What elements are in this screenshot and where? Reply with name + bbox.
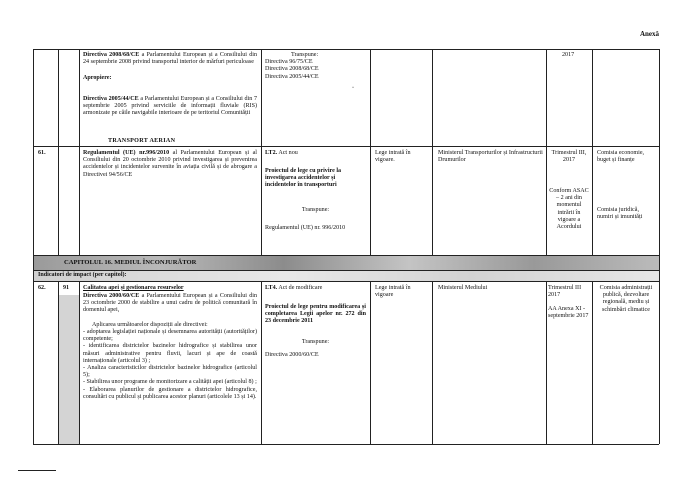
sub-number-91: 91 [63, 285, 70, 291]
regulation-996-2010-text: Regulamentul (UE) nr.996/2010 al Parlamentului European și al Consiliului din 20 octombrie 2010 privind investigarea și prevenirea accidentelor și incidentelor survenite în aviația civilă și de abrogare a Directivei 94/56/CE [83, 150, 257, 178]
col-border [261, 146, 262, 255]
transpune-label: Transpune: [291, 52, 319, 58]
stray-mark: ˘ [352, 87, 355, 93]
subject-62: Calitatea apei și gestionarea resurselor [83, 285, 184, 291]
project-lt4: Proiectul de lege pentru modificarea și completarea Legii apelor nr. 272 din 23 decembrie 2011 [265, 304, 366, 325]
impact-label: Indicatori de impact (per capitol): [38, 272, 127, 278]
ministry-61: Ministerul Transporturilor și Infrastructurii Drumurilor [438, 150, 543, 164]
impact-band [34, 271, 659, 281]
transpune-label-61: Transpune: [301, 207, 330, 213]
provision-item: - identificarea districtelor bazinelor hidrografice și stabilirea unor măsuri administrative pentru fluvii, lacuri și ape de coastă internaționale (articolul 3) ; [83, 343, 257, 364]
row-divider [33, 146, 659, 147]
ministry-62: Ministerul Mediului [438, 285, 488, 291]
col-border [370, 146, 371, 255]
annex-label: Anexă [639, 30, 659, 38]
col-border [33, 49, 34, 444]
commission-62: Comisia administrații publică, dezvoltare regională, mediu și schimbări climatice [599, 285, 653, 313]
transpune-list-top [265, 52, 365, 81]
term-note-61: Conform ASAC – 2 ani din momentul intrării în vigoare a Acordului [549, 188, 589, 231]
term-61: Trimestrul III, 2017 [551, 150, 587, 164]
project-lt2: Proiectul de lege cu privire la investigarea accidentelor și incidentelor în transporturi [265, 168, 342, 189]
transpune-item-61: Regulamentul (UE) nr. 996/2010 [265, 225, 346, 231]
law-status-61: Lege intrată în vigoare. [375, 150, 411, 164]
col-border [261, 281, 262, 444]
col-border [261, 49, 262, 146]
col-border [370, 281, 371, 444]
row-divider [33, 281, 659, 282]
provision-item: - Analiza caracteristicilor districtelor bazinelor hidrografice (articolul 5); [83, 365, 257, 379]
commission-61-a: Comisia economie, buget și finanțe [597, 150, 645, 164]
col-border [592, 49, 593, 146]
commission-61-b: Comisia juridică, numiri și imunități [597, 207, 643, 221]
transpune-item: Directiva 2005/44/CE [265, 73, 319, 80]
table-bottom-border [33, 444, 659, 445]
term-62: Trimestrul III 2017 [548, 285, 582, 299]
approval-label: Apropiere: [83, 75, 112, 81]
transpune-item: Directiva 2008/68/CE [265, 66, 319, 73]
footer-rule [18, 470, 56, 471]
col-border [432, 281, 433, 444]
col-border [58, 146, 59, 255]
row-number-61: 61. [38, 150, 46, 156]
provision-item: - Elaborarea planurilor de gestionare a districtelor hidrografice, consultări cu publicul și publicarea acestor planuri (articolele 13 și 14). [83, 386, 257, 400]
apply-intro: Aplicarea următoarelor dispoziții ale directivei: [92, 322, 208, 328]
section-transport-aerian: TRANSPORT AERIAN [108, 138, 176, 144]
col-border [546, 281, 547, 444]
col-border [79, 146, 80, 255]
term-note-62: AA Anexa XI - septembrie 2017 [548, 306, 589, 320]
directive-2000-60-text: Directiva 2000/60/CE a Parlamentului European și a Consiliului din 23 octombrie 2000 de stabilire a unui cadru de politică comunitară în domeniul apei, [83, 293, 257, 314]
year-top: 2017 [562, 52, 575, 58]
provision-item: - adoptarea legislației naționale și desemnarea autorității (autorităților) competente; [83, 329, 257, 343]
col-border [546, 146, 547, 255]
col-border [432, 49, 433, 146]
act-type-lt4: LT4. Act de modificare [265, 285, 323, 291]
directive-2005-44-text: Directiva 2005/44/CE a Parlamentului European și a Consiliului din 7 septembrie 2005 privind serviciile de informații fluviale (RIS) armonizate pe căile navigabile interioare de pe teritoriul Comunității [83, 96, 257, 117]
directive-2008-68-text: Directiva 2008/68/CE a Parlamentului European și a Consiliului din 24 septembrie 2008 privind transportul interior de mărfuri periculoase [83, 52, 257, 66]
col-border [58, 49, 59, 146]
col-border [592, 146, 593, 255]
table-top-border [33, 49, 659, 50]
transpune-label-62: Transpune: [301, 339, 330, 345]
col-border [432, 146, 433, 255]
col-border [592, 281, 593, 444]
row-number-62: 62. [38, 285, 46, 291]
transpune-item-62: Directiva 2000/60/CE [265, 352, 319, 358]
law-status-62: Lege intrată în vigoare [375, 285, 411, 299]
col-border [79, 281, 80, 444]
table-right-border [659, 49, 660, 444]
act-type-lt2: LT2. Act nou [265, 150, 298, 156]
transpune-item: Directiva 96/75/CE [265, 59, 313, 66]
col-border [370, 49, 371, 146]
col-border [79, 49, 80, 146]
provisions-list [83, 329, 257, 401]
chapter-title: CAPITOLUL 16. MEDIUL ÎNCONJURĂTOR [64, 259, 197, 266]
provision-item: - Stabilirea unor programe de monitorizare a calității apei (articolul 8) ; [83, 379, 257, 386]
col-border [546, 49, 547, 146]
shade-block [59, 295, 79, 444]
